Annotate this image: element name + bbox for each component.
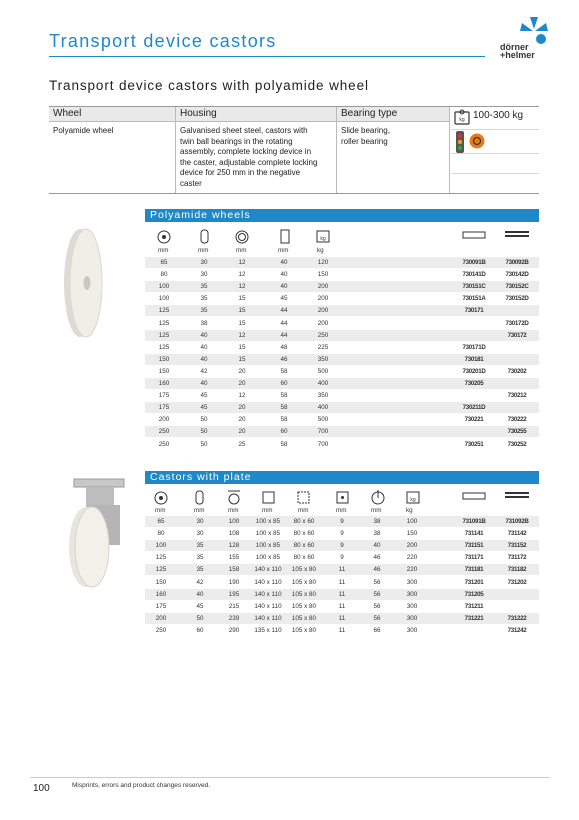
article-number: 731201 bbox=[464, 578, 484, 586]
table-cell: 50 bbox=[200, 416, 208, 424]
unit-label: mm bbox=[371, 507, 382, 514]
table-cell: 46 bbox=[373, 554, 381, 562]
article-number: 730172 bbox=[507, 331, 527, 339]
spec-wheel-heading: Wheel bbox=[53, 108, 82, 119]
spec-wheel-value: Polyamide wheel bbox=[53, 126, 114, 135]
unit-label: mm bbox=[194, 507, 205, 514]
table-cell: 45 bbox=[196, 602, 204, 610]
unit-label: mm bbox=[336, 507, 347, 514]
table-cell: 9 bbox=[340, 554, 344, 562]
article-number: 731141 bbox=[464, 530, 484, 538]
table-cell: 40 bbox=[373, 542, 381, 550]
article-number: 730221 bbox=[464, 416, 484, 424]
brand-logo bbox=[500, 17, 552, 61]
table-cell: 300 bbox=[406, 578, 418, 586]
table-row bbox=[145, 354, 539, 365]
bore-diameter-icon bbox=[236, 231, 248, 243]
table-cell: 40 bbox=[196, 590, 204, 598]
table-cell: 150 bbox=[158, 355, 170, 363]
footer-divider bbox=[30, 777, 550, 778]
table-cell: 125 bbox=[155, 554, 167, 562]
table-row bbox=[145, 318, 539, 329]
table-row bbox=[145, 414, 539, 425]
table-cell: 200 bbox=[406, 542, 418, 550]
overall-height-icon bbox=[228, 491, 240, 504]
unit-label: mm bbox=[228, 507, 239, 514]
table-cell: 11 bbox=[338, 602, 346, 610]
table-cell: 500 bbox=[317, 367, 329, 375]
plate-size-icon bbox=[263, 492, 274, 503]
section-title: Transport device castors with polyamide wheel bbox=[49, 78, 369, 93]
table-cell: 150 bbox=[158, 367, 170, 375]
table-cell: 56 bbox=[373, 590, 381, 598]
table-cell: 500 bbox=[317, 416, 329, 424]
hub-length-icon bbox=[281, 230, 289, 243]
table-cell: 56 bbox=[373, 614, 381, 622]
table-cell: 140 x 110 bbox=[254, 590, 282, 598]
table-cell: 20 bbox=[238, 428, 246, 436]
table-row bbox=[145, 564, 539, 575]
weight-icon bbox=[454, 109, 470, 125]
table-cell: 20 bbox=[238, 416, 246, 424]
table-cell: 120 bbox=[317, 259, 329, 266]
table-cell: 20 bbox=[238, 367, 246, 375]
table-cell: 44 bbox=[280, 307, 288, 315]
article-number: 731142 bbox=[507, 530, 527, 538]
table-cell: 35 bbox=[200, 283, 208, 291]
article-number: 731181 bbox=[464, 566, 484, 574]
article-number: 731091B bbox=[462, 518, 486, 525]
table-cell: 48 bbox=[280, 343, 288, 351]
spec-table bbox=[49, 106, 539, 194]
spec-housing-heading: Housing bbox=[180, 108, 217, 119]
table-cell: 300 bbox=[406, 626, 418, 634]
spec-divider bbox=[449, 107, 450, 193]
table-cell: 40 bbox=[280, 283, 288, 291]
table-row bbox=[145, 528, 539, 539]
table-cell: 12 bbox=[238, 271, 246, 279]
table-cell: 38 bbox=[200, 319, 208, 327]
article-number: 731171 bbox=[464, 554, 484, 562]
table-cell: 80 bbox=[160, 271, 168, 279]
table-cell: 155 bbox=[228, 554, 240, 562]
table-cell: 150 bbox=[406, 530, 418, 538]
table-cell: 140 x 110 bbox=[254, 614, 282, 622]
table-cell: 105 x 80 bbox=[291, 578, 317, 586]
table-cell: 15 bbox=[238, 343, 246, 351]
table-row bbox=[145, 540, 539, 551]
table-cell: 58 bbox=[280, 440, 288, 448]
swivel-castor-icon bbox=[463, 493, 485, 499]
article-number: 730202 bbox=[507, 367, 527, 375]
article-number: 731152 bbox=[507, 542, 527, 550]
table-row bbox=[145, 305, 539, 316]
table-cell: 175 bbox=[158, 404, 170, 412]
table-cell: 46 bbox=[373, 566, 381, 574]
table-cell: 80 x 60 bbox=[293, 542, 315, 550]
table-cell: 195 bbox=[228, 590, 240, 598]
table-cell: 25 bbox=[238, 440, 246, 448]
table-cell: 100 bbox=[158, 283, 170, 291]
table-cell: 400 bbox=[317, 404, 329, 412]
table-cell: 150 bbox=[317, 271, 329, 279]
table-cell: 700 bbox=[317, 440, 329, 448]
bolt-hole-spacing-icon bbox=[298, 492, 309, 503]
article-number: 731172 bbox=[507, 554, 527, 562]
table-cell: 100 bbox=[158, 295, 170, 303]
table-row bbox=[145, 390, 539, 401]
table-cell: 35 bbox=[196, 566, 204, 574]
table-cell: 250 bbox=[155, 626, 167, 634]
article-number: 730092B bbox=[505, 259, 529, 266]
table-cell: 300 bbox=[406, 614, 418, 622]
table-cell: 12 bbox=[238, 331, 246, 339]
table-cell: 12 bbox=[238, 283, 246, 291]
table-row bbox=[145, 613, 539, 624]
unit-label: mm bbox=[278, 247, 289, 254]
table-row bbox=[145, 625, 539, 636]
footer-note: Misprints, errors and product changes reserved. bbox=[72, 782, 211, 789]
article-number: 731222 bbox=[507, 614, 527, 622]
table-row bbox=[145, 281, 539, 292]
table-cell: 35 bbox=[196, 554, 204, 562]
table-cell: 38 bbox=[373, 530, 381, 538]
table-cell: 220 bbox=[406, 566, 418, 574]
table-row bbox=[145, 516, 539, 527]
table-cell: 200 bbox=[317, 295, 329, 303]
table-cell: 100 bbox=[228, 518, 240, 525]
spec-bearing-value bbox=[337, 121, 449, 147]
table-cell: 140 x 110 bbox=[254, 578, 282, 586]
table-cell: 128 bbox=[228, 542, 240, 550]
table-cell: 125 bbox=[158, 331, 170, 339]
unit-label: mm bbox=[298, 507, 309, 514]
table-cell: 11 bbox=[338, 614, 346, 622]
table-cell: 50 bbox=[200, 440, 208, 448]
table-row bbox=[145, 552, 539, 563]
article-number: 730152C bbox=[505, 283, 529, 291]
wheels-icon-row bbox=[145, 226, 539, 244]
table-cell: 700 bbox=[317, 428, 329, 436]
unit-label: mm bbox=[236, 247, 247, 254]
article-number: 730211D bbox=[462, 404, 486, 412]
table-cell: 400 bbox=[317, 380, 329, 387]
page-title: Transport device castors bbox=[49, 31, 277, 51]
table-cell: 11 bbox=[338, 566, 346, 574]
table-cell: 125 bbox=[158, 343, 170, 351]
table-cell: 225 bbox=[317, 343, 329, 351]
svg-text:kg: kg bbox=[459, 117, 465, 123]
table-cell: 30 bbox=[200, 259, 208, 266]
table-cell: 46 bbox=[280, 355, 288, 363]
spec-bearing-heading: Bearing type bbox=[341, 108, 398, 119]
article-number: 731202 bbox=[507, 578, 527, 586]
wheel-diameter-icon bbox=[158, 231, 170, 243]
table-cell: 105 x 80 bbox=[291, 566, 317, 574]
wheel-width-icon bbox=[196, 491, 203, 504]
table-cell: 65 bbox=[160, 259, 168, 266]
table-cell: 140 x 110 bbox=[254, 602, 282, 610]
table-cell: 15 bbox=[238, 307, 246, 315]
table-cell: 60 bbox=[280, 428, 288, 436]
article-number: 730151C bbox=[462, 283, 486, 291]
table-cell: 40 bbox=[200, 355, 208, 363]
unit-label: kg bbox=[317, 247, 324, 254]
table-cell: 80 x 60 bbox=[293, 554, 315, 562]
table-cell: 100 bbox=[155, 542, 167, 550]
table-cell: 175 bbox=[158, 392, 170, 400]
table-cell: 35 bbox=[196, 542, 204, 550]
table-row bbox=[145, 378, 539, 389]
table-cell: 12 bbox=[238, 259, 246, 266]
table-cell: 20 bbox=[238, 404, 246, 412]
table-cell: 300 bbox=[406, 590, 418, 598]
load-range: 100-300 kg bbox=[473, 110, 524, 121]
table-cell: 15 bbox=[238, 295, 246, 303]
housing-line: Galvanised sheet steel, castors with bbox=[180, 126, 308, 135]
article-number: 731092B bbox=[505, 518, 529, 525]
table-cell: 108 bbox=[228, 530, 240, 538]
table-cell: 290 bbox=[228, 626, 240, 634]
article-number: 730212 bbox=[507, 392, 527, 400]
table-cell: 11 bbox=[338, 590, 346, 598]
table-cell: 100 x 85 bbox=[255, 542, 281, 550]
table-cell: 135 x 110 bbox=[254, 626, 282, 634]
unit-label: mm bbox=[155, 507, 166, 514]
table-cell: 9 bbox=[340, 542, 344, 550]
article-number: 731221 bbox=[464, 614, 484, 622]
table-cell: 160 bbox=[158, 380, 170, 387]
table-row bbox=[145, 589, 539, 600]
table-row bbox=[145, 257, 539, 268]
bolt-hole-icon bbox=[337, 492, 348, 503]
table-cell: 44 bbox=[280, 331, 288, 339]
logo-mark-icon bbox=[500, 17, 552, 45]
table-cell: 35 bbox=[200, 295, 208, 303]
wheel-diameter-icon bbox=[155, 492, 167, 504]
table-cell: 105 x 80 bbox=[291, 590, 317, 598]
table-row bbox=[145, 426, 539, 437]
table-cell: 200 bbox=[155, 614, 167, 622]
article-number: 730171 bbox=[464, 307, 484, 315]
bearing-type-icon bbox=[469, 133, 485, 149]
article-number: 730181 bbox=[464, 355, 484, 363]
logo-line-2: +helmer bbox=[500, 50, 535, 60]
table-cell: 20 bbox=[238, 380, 246, 387]
table-cell: 100 bbox=[406, 518, 418, 525]
table-cell: 11 bbox=[338, 578, 346, 586]
article-number: 730152D bbox=[505, 295, 529, 303]
table-cell: 15 bbox=[238, 355, 246, 363]
table-cell: 9 bbox=[340, 530, 344, 538]
table-row bbox=[145, 269, 539, 280]
table-cell: 158 bbox=[228, 566, 240, 574]
table-cell: 350 bbox=[317, 392, 329, 400]
load-capacity-box bbox=[451, 107, 539, 193]
unit-label: mm bbox=[262, 507, 273, 514]
table-cell: 80 x 60 bbox=[293, 518, 315, 525]
table-cell: 65 bbox=[157, 518, 165, 525]
table-cell: 40 bbox=[200, 343, 208, 351]
table-cell: 125 bbox=[158, 307, 170, 315]
table-cell: 42 bbox=[196, 578, 204, 586]
header-divider bbox=[49, 56, 485, 57]
article-number: 731242 bbox=[507, 626, 527, 634]
table-cell: 200 bbox=[158, 416, 170, 424]
table-cell: 105 x 80 bbox=[291, 614, 317, 622]
table-row bbox=[145, 577, 539, 588]
table-cell: 56 bbox=[373, 578, 381, 586]
table-cell: 105 x 80 bbox=[291, 626, 317, 634]
bearing-line: Slide bearing, bbox=[341, 126, 390, 135]
table-cell: 60 bbox=[280, 380, 288, 387]
table-cell: 66 bbox=[373, 626, 381, 634]
wheel-image bbox=[50, 224, 140, 342]
load-weight-icon bbox=[407, 492, 419, 503]
unit-label: mm bbox=[158, 247, 169, 254]
table-row bbox=[145, 293, 539, 304]
table-row bbox=[145, 402, 539, 413]
table-cell: 50 bbox=[196, 614, 204, 622]
article-number: 730151A bbox=[462, 295, 486, 303]
article-number: 731205 bbox=[464, 590, 484, 598]
table-row bbox=[145, 366, 539, 377]
table-cell: 150 bbox=[155, 578, 167, 586]
table-cell: 80 bbox=[157, 530, 165, 538]
table-cell: 140 x 110 bbox=[254, 566, 282, 574]
spec-col-housing bbox=[176, 107, 336, 193]
article-number: 730141D bbox=[462, 271, 486, 279]
housing-line: device for 250 mm in the negative bbox=[180, 168, 301, 177]
table-cell: 44 bbox=[280, 319, 288, 327]
table-cell: 58 bbox=[280, 367, 288, 375]
unit-label: mm bbox=[198, 247, 209, 254]
table-cell: 42 bbox=[200, 367, 208, 375]
table-cell: 239 bbox=[228, 614, 240, 622]
table-cell: 45 bbox=[200, 404, 208, 412]
article-number: 730222 bbox=[507, 416, 527, 424]
table-cell: 60 bbox=[196, 626, 204, 634]
table-cell: 200 bbox=[317, 307, 329, 315]
table-cell: 50 bbox=[200, 428, 208, 436]
table-row bbox=[145, 439, 539, 450]
article-number: 730172D bbox=[505, 319, 529, 327]
spec-col-wheel bbox=[49, 107, 175, 193]
unit-label: kg bbox=[406, 507, 413, 514]
article-number: 730091B bbox=[462, 259, 486, 266]
table-cell: 100 x 85 bbox=[255, 518, 281, 525]
table-cell: 125 bbox=[155, 566, 167, 574]
svg-text:kg: kg bbox=[410, 497, 416, 503]
wheel-only-icon bbox=[463, 232, 485, 238]
traffic-light-icon bbox=[455, 131, 465, 153]
table-cell: 58 bbox=[280, 392, 288, 400]
table-cell: 30 bbox=[200, 271, 208, 279]
table-cell: 100 x 85 bbox=[255, 554, 281, 562]
table-cell: 11 bbox=[338, 626, 346, 634]
article-number: 731211 bbox=[464, 602, 484, 610]
table-cell: 30 bbox=[196, 518, 204, 525]
housing-line: twin ball bearings in the rotating bbox=[180, 136, 293, 146]
table-cell: 190 bbox=[228, 578, 240, 586]
spec-col-bearing bbox=[337, 107, 449, 193]
table-cell: 125 bbox=[158, 319, 170, 327]
table-cell: 40 bbox=[280, 271, 288, 279]
table-cell: 160 bbox=[155, 590, 167, 598]
swivel-brake-icon bbox=[505, 492, 529, 498]
table-row bbox=[145, 330, 539, 341]
page-number: 100 bbox=[33, 783, 50, 794]
table-cell: 175 bbox=[155, 602, 167, 610]
table-cell: 200 bbox=[317, 319, 329, 327]
table-cell: 250 bbox=[158, 428, 170, 436]
table-cell: 15 bbox=[238, 319, 246, 327]
table-cell: 56 bbox=[373, 602, 381, 610]
article-number: 730171D bbox=[462, 343, 486, 351]
table-row bbox=[145, 601, 539, 612]
table-cell: 38 bbox=[373, 518, 381, 525]
article-number: 730142D bbox=[505, 271, 529, 279]
castor-image bbox=[56, 477, 136, 589]
load-weight-icon bbox=[317, 231, 329, 242]
svg-text:kg: kg bbox=[320, 236, 326, 242]
table-cell: 9 bbox=[340, 518, 344, 525]
table-cell: 215 bbox=[228, 602, 240, 610]
table-cell: 105 x 80 bbox=[291, 602, 317, 610]
table-row bbox=[145, 342, 539, 353]
table-cell: 40 bbox=[200, 331, 208, 339]
table-cell: 350 bbox=[317, 355, 329, 363]
table-cell: 250 bbox=[158, 440, 170, 448]
table-cell: 100 x 85 bbox=[255, 530, 281, 538]
housing-line: assembly, complete locking device in bbox=[180, 147, 312, 156]
table-cell: 40 bbox=[200, 380, 208, 387]
plate-icon-row bbox=[145, 487, 539, 505]
table-cell: 30 bbox=[196, 530, 204, 538]
table-cell: 40 bbox=[280, 259, 288, 266]
article-number: 730201D bbox=[462, 367, 486, 375]
article-number: 730252 bbox=[507, 440, 527, 448]
article-number: 730255 bbox=[507, 428, 527, 436]
table-cell: 80 x 60 bbox=[293, 530, 315, 538]
table-cell: 35 bbox=[200, 307, 208, 315]
table-cell: 220 bbox=[406, 554, 418, 562]
housing-line: caster bbox=[180, 178, 202, 188]
article-number: 730251 bbox=[464, 440, 484, 448]
plate-section-bar: Castors with plate bbox=[145, 471, 539, 484]
bearing-line: roller bearing bbox=[341, 136, 388, 146]
table-cell: 58 bbox=[280, 416, 288, 424]
table-cell: 200 bbox=[317, 283, 329, 291]
table-cell: 250 bbox=[317, 331, 329, 339]
article-number: 730205 bbox=[464, 380, 484, 387]
wheel-width-icon bbox=[201, 230, 208, 243]
table-cell: 300 bbox=[406, 602, 418, 610]
table-cell: 12 bbox=[238, 392, 246, 400]
article-number: 731182 bbox=[507, 566, 527, 574]
article-number: 731151 bbox=[464, 542, 484, 550]
table-cell: 58 bbox=[280, 404, 288, 412]
logo-line-1: dörner bbox=[500, 42, 529, 52]
table-cell: 45 bbox=[200, 392, 208, 400]
wheels-section-bar: Polyamide wheels bbox=[145, 209, 539, 222]
swivel-offset-icon bbox=[372, 490, 384, 504]
housing-line: the caster, adjustable complete locking bbox=[180, 157, 318, 167]
spec-housing-value bbox=[176, 121, 336, 189]
table-cell: 45 bbox=[280, 295, 288, 303]
wheel-with-brake-icon bbox=[505, 231, 529, 237]
